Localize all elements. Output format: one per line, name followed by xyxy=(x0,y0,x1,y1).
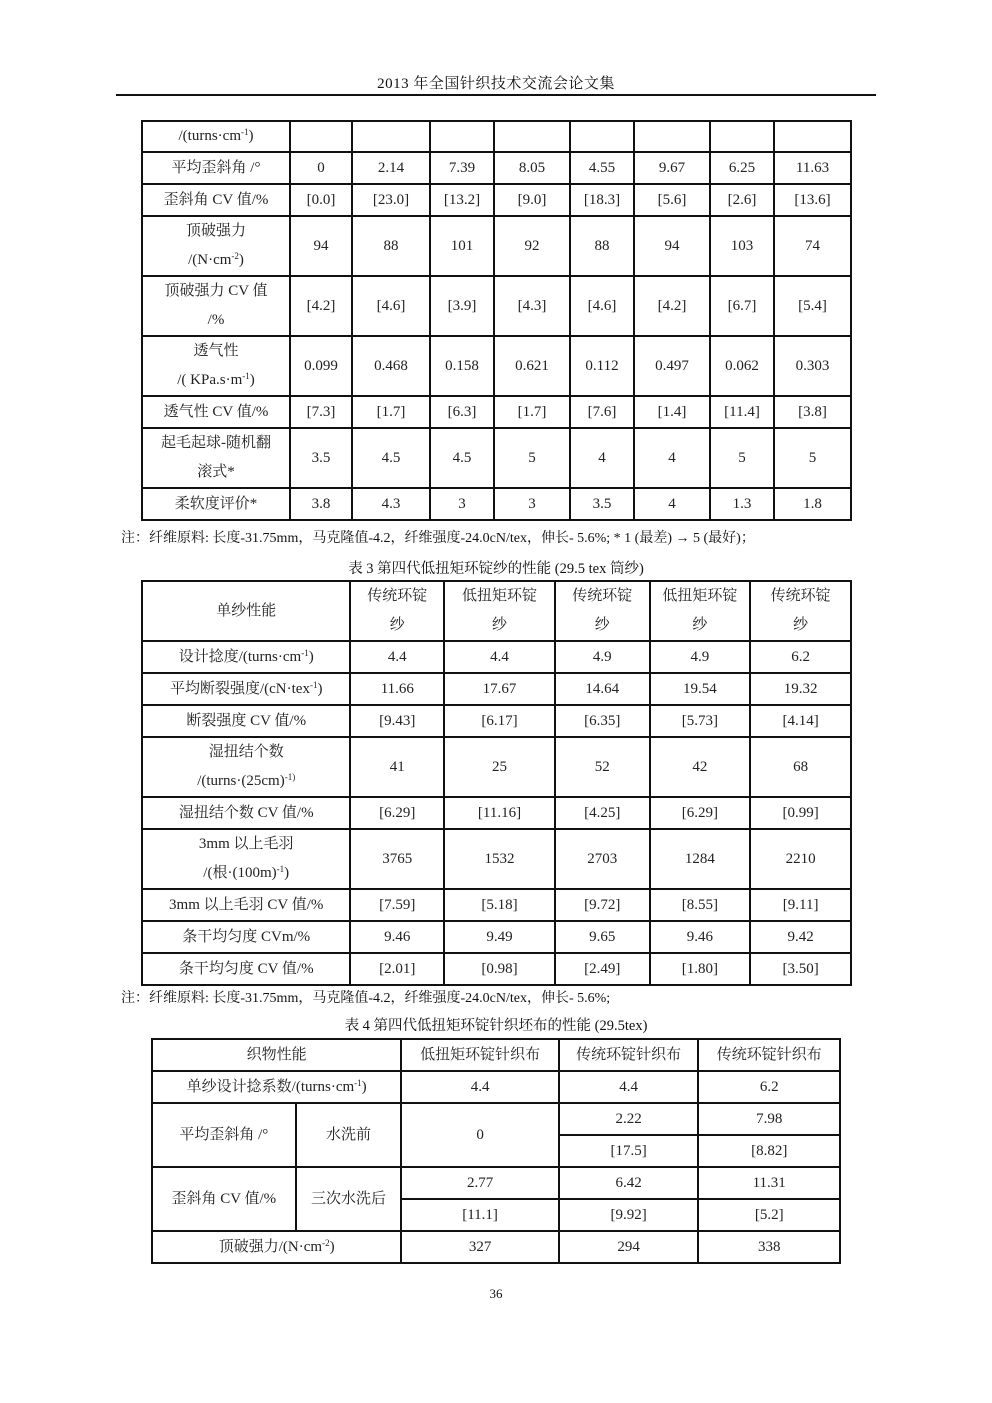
table-cell: [6.29] xyxy=(350,797,444,829)
table-cell: [9.0] xyxy=(494,184,570,216)
table-1-note: 注：纤维原料: 长度-31.75mm，马克隆值-4.2，纤维强度-24.0cN/tex，伸长- 5.6%; * 1 (最差) → 5 (最好)； xyxy=(121,531,755,546)
label-sup: -1) xyxy=(284,772,296,782)
table-cell: 294 xyxy=(559,1231,699,1263)
table-cell: [1.7] xyxy=(352,396,430,428)
table-cell: 0 xyxy=(401,1103,559,1167)
table-4-twist-label xyxy=(152,1071,401,1103)
table-cell: 3.8 xyxy=(290,488,352,520)
label-text: 歪斜角 CV 值/% xyxy=(163,191,269,208)
table-cell: 94 xyxy=(634,216,710,276)
table-cell: [11.16] xyxy=(444,797,555,829)
label-text: 3mm 以上毛羽 CV 值/% xyxy=(169,896,324,913)
table-4-twist-row xyxy=(152,1071,840,1103)
table-cell: [18.3] xyxy=(570,184,634,216)
table-cell: 9.67 xyxy=(634,152,710,184)
row-label xyxy=(142,396,290,428)
table-cell: [6.7] xyxy=(710,276,774,336)
table-cell: 9.65 xyxy=(555,921,650,953)
label-line-1: 顶破强力 CV 值 xyxy=(164,283,268,299)
label-text: 顶破强力/(N·cm xyxy=(218,1239,323,1255)
table-cell: [9.72] xyxy=(555,889,650,921)
table-cell xyxy=(634,121,710,152)
col-header-line-2: 纱 xyxy=(692,617,708,633)
table-cell: 92 xyxy=(494,216,570,276)
row-label xyxy=(142,673,350,705)
table-cell xyxy=(430,121,494,152)
table-cell: 4.9 xyxy=(650,641,751,673)
table-cell: [5.73] xyxy=(650,705,751,737)
label-text: 条干均匀度 CV 值/% xyxy=(178,960,314,977)
table-cell: 17.67 xyxy=(444,673,555,705)
table-3 xyxy=(141,580,852,986)
table-row xyxy=(142,336,851,396)
table-cell: 19.32 xyxy=(750,673,851,705)
table-cell: 5 xyxy=(494,428,570,488)
table-cell: [11.1] xyxy=(401,1199,559,1231)
table-cell: 3765 xyxy=(350,829,444,889)
label-line-1: 3mm 以上毛羽 xyxy=(198,836,294,852)
table-cell: 4.5 xyxy=(430,428,494,488)
table-cell: 0.062 xyxy=(710,336,774,396)
table-cell: [4.6] xyxy=(570,276,634,336)
table-cell: 3.5 xyxy=(570,488,634,520)
label-suffix: ) xyxy=(361,1079,367,1095)
table-3-col-header xyxy=(555,581,650,641)
table-cell: [6.17] xyxy=(444,705,555,737)
table-cell: [3.50] xyxy=(750,953,851,985)
table-cell: 8.05 xyxy=(494,152,570,184)
table-4-burst-row xyxy=(152,1231,840,1263)
table-cell: 94 xyxy=(290,216,352,276)
table-cell: [9.43] xyxy=(350,705,444,737)
label-sup: -1 xyxy=(301,647,309,658)
row-label xyxy=(142,428,290,488)
table-cell: [5.2] xyxy=(698,1199,840,1231)
table-cell: 9.49 xyxy=(444,921,555,953)
label-sup: -1 xyxy=(276,864,285,874)
row-label xyxy=(142,953,350,985)
table-cell: 2.77 xyxy=(401,1167,559,1199)
row-label xyxy=(142,641,350,673)
label-suffix: ) xyxy=(248,128,254,144)
table-cell: 7.39 xyxy=(430,152,494,184)
table-cell: [17.5] xyxy=(559,1135,699,1167)
table-cell: [9.11] xyxy=(750,889,851,921)
table-cell: 0 xyxy=(290,152,352,184)
table-cell: [0.0] xyxy=(290,184,352,216)
table-cell: [4.14] xyxy=(750,705,851,737)
table-cell: 1.3 xyxy=(710,488,774,520)
table-cell: 25 xyxy=(444,737,555,797)
table-cell: [1.7] xyxy=(494,396,570,428)
table-cell: [0.99] xyxy=(750,797,851,829)
col-header-line-2: 纱 xyxy=(594,617,610,633)
table-cell: 4 xyxy=(570,428,634,488)
table-cell: 7.98 xyxy=(698,1103,840,1135)
table-cell: [7.3] xyxy=(290,396,352,428)
table-cell: 11.31 xyxy=(698,1167,840,1199)
table-cell: 338 xyxy=(698,1231,840,1263)
col-header-line-2: 纱 xyxy=(389,617,405,633)
col-header-line-2: 纱 xyxy=(492,617,508,633)
label-line-1: 顶破强力 xyxy=(185,223,246,239)
table-cell: [2.01] xyxy=(350,953,444,985)
table-cell: [6.29] xyxy=(650,797,751,829)
label-sup: -1 xyxy=(242,371,250,381)
table-cell: 41 xyxy=(350,737,444,797)
row-label xyxy=(142,921,350,953)
table-cell: 1.8 xyxy=(774,488,851,520)
table-4-col-header: 低扭矩环锭针织布 xyxy=(401,1039,559,1071)
table-cell: 2.22 xyxy=(559,1103,699,1135)
row-label xyxy=(142,737,350,797)
table-cell: 3 xyxy=(494,488,570,520)
label-line-2 xyxy=(147,859,345,888)
label-text: 断裂强度 CV 值/% xyxy=(186,712,307,729)
col-header-line-1: 低扭矩环锭 xyxy=(662,588,738,604)
table-cell: 4.4 xyxy=(350,641,444,673)
table-4-header-row xyxy=(152,1039,840,1071)
label-text: 湿扭结个数 CV 值/% xyxy=(178,804,314,821)
table-row xyxy=(142,829,851,889)
table-cell: 4.4 xyxy=(401,1071,559,1103)
label-line-1: 透气性 xyxy=(193,343,239,359)
table-cell: [8.55] xyxy=(650,889,751,921)
table-cell: 4.4 xyxy=(559,1071,699,1103)
table-3-col-header xyxy=(350,581,444,641)
table-cell: 4.55 xyxy=(570,152,634,184)
label-suffix: ) xyxy=(308,648,314,665)
label-line-1: 湿扭结个数 xyxy=(208,744,284,760)
label-text: 平均断裂强度/(cN·tex xyxy=(169,680,310,697)
table-cell: 88 xyxy=(352,216,430,276)
table-row xyxy=(142,152,851,184)
col-header-line-1: 传统环锭 xyxy=(770,588,831,604)
table-cell: 14.64 xyxy=(555,673,650,705)
table-cell: 11.66 xyxy=(350,673,444,705)
label-suffix: ) xyxy=(284,865,290,881)
table-row xyxy=(142,797,851,829)
table-row xyxy=(142,216,851,276)
table-cell: 103 xyxy=(710,216,774,276)
table-1-continued xyxy=(141,120,852,521)
table-cell: 68 xyxy=(750,737,851,797)
label-suffix: ) xyxy=(329,1239,335,1255)
table-cell: [3.9] xyxy=(430,276,494,336)
table-cell xyxy=(710,121,774,152)
label-text: /(N·cm xyxy=(188,252,232,268)
col-header-line-1: 低扭矩环锭 xyxy=(462,588,538,604)
table-4-skew-label: 平均歪斜角 /° xyxy=(152,1103,296,1167)
table-cell: [7.6] xyxy=(570,396,634,428)
table-3-header-label: 单纱性能 xyxy=(142,581,350,641)
table-cell xyxy=(570,121,634,152)
table-cell: 88 xyxy=(570,216,634,276)
table-cell: 0.621 xyxy=(494,336,570,396)
table-cell: [2.49] xyxy=(555,953,650,985)
label-line-2 xyxy=(147,366,285,395)
label-text: /( KPa.s·m xyxy=(177,372,243,388)
table-cell: [11.4] xyxy=(710,396,774,428)
label-suffix: ) xyxy=(238,252,244,268)
table-cell: [7.59] xyxy=(350,889,444,921)
table-3-caption: 表 3 第四代低扭矩环锭纱的性能 (29.5 tex 筒纱) xyxy=(348,561,644,577)
table-row xyxy=(142,396,851,428)
label-text: /(turns·(25cm) xyxy=(197,773,285,789)
label-sup: -2 xyxy=(322,1238,330,1248)
label-text: /(根·(100m) xyxy=(203,865,277,881)
table-4-cv-label: 歪斜角 CV 值/% xyxy=(152,1167,296,1231)
row-label xyxy=(142,216,290,276)
table-cell: 6.2 xyxy=(698,1071,840,1103)
table-cell: 0.158 xyxy=(430,336,494,396)
table-cell: [0.98] xyxy=(444,953,555,985)
table-3-note: 注：纤维原料: 长度-31.75mm，马克隆值-4.2，纤维强度-24.0cN/tex，伸长- 5.6%; xyxy=(121,991,611,1006)
table-3-col-header xyxy=(750,581,851,641)
table-cell: 1284 xyxy=(650,829,751,889)
table-cell: 5 xyxy=(774,428,851,488)
table-3-header-row xyxy=(142,581,851,641)
label-line-2 xyxy=(147,458,285,487)
table-cell: 6.25 xyxy=(710,152,774,184)
label-sup: -1 xyxy=(309,679,318,690)
table-cell xyxy=(494,121,570,152)
row-label xyxy=(142,889,350,921)
label-sup: -2 xyxy=(231,251,239,261)
table-cell: 4 xyxy=(634,428,710,488)
table-cell: [1.4] xyxy=(634,396,710,428)
table-4-after-wash-row xyxy=(152,1167,840,1199)
table-cell: 4.9 xyxy=(555,641,650,673)
table-cell: [1.80] xyxy=(650,953,751,985)
label-suffix: ) xyxy=(249,372,255,388)
table-cell: 3.5 xyxy=(290,428,352,488)
label-text: 设计捻度/(turns·cm xyxy=(178,648,302,665)
label-line-2 xyxy=(147,306,285,335)
table-cell: [5.6] xyxy=(634,184,710,216)
table-cell: 4 xyxy=(634,488,710,520)
table-cell: 19.54 xyxy=(650,673,751,705)
table-cell: [4.2] xyxy=(290,276,352,336)
row-label xyxy=(142,829,350,889)
table-cell: 11.63 xyxy=(774,152,851,184)
table-cell: [4.2] xyxy=(634,276,710,336)
table-cell: 1532 xyxy=(444,829,555,889)
table-cell: [4.6] xyxy=(352,276,430,336)
label-text: 柔软度评价* xyxy=(174,495,258,512)
table-cell: [13.6] xyxy=(774,184,851,216)
table-row xyxy=(142,889,851,921)
table-4-header-label: 织物性能 xyxy=(152,1039,401,1071)
table-cell: 2703 xyxy=(555,829,650,889)
col-header-line-1: 传统环锭 xyxy=(572,588,633,604)
table-cell: 0.112 xyxy=(570,336,634,396)
table-cell: 3 xyxy=(430,488,494,520)
label-text: 单纱设计捻系数/(turns·cm xyxy=(186,1079,355,1095)
table-cell: 327 xyxy=(401,1231,559,1263)
table-cell: 9.42 xyxy=(750,921,851,953)
table-cell: 6.42 xyxy=(559,1167,699,1199)
table-cell: 5 xyxy=(710,428,774,488)
label-text: 条干均匀度 CVm/% xyxy=(182,928,311,945)
table-row xyxy=(142,488,851,520)
table-cell: [3.8] xyxy=(774,396,851,428)
row-label xyxy=(142,152,290,184)
row-label xyxy=(142,276,290,336)
table-4-col-header: 传统环锭针织布 xyxy=(698,1039,840,1071)
row-label xyxy=(142,121,290,152)
table-cell: [13.2] xyxy=(430,184,494,216)
label-sup: -1 xyxy=(240,127,249,137)
label-text: 平均歪斜角 /° xyxy=(171,159,261,176)
running-header: 2013 年全国针织技术交流会论文集 xyxy=(377,76,615,92)
table-row xyxy=(142,184,851,216)
table-4 xyxy=(151,1038,841,1264)
table-cell: 0.099 xyxy=(290,336,352,396)
table-row xyxy=(142,428,851,488)
label-text: /(turns·cm xyxy=(178,128,241,144)
table-cell: 9.46 xyxy=(350,921,444,953)
table-cell: [6.3] xyxy=(430,396,494,428)
table-cell: [23.0] xyxy=(352,184,430,216)
table-3-col-header xyxy=(444,581,555,641)
table-cell: 6.2 xyxy=(750,641,851,673)
header-rule xyxy=(116,94,876,96)
table-3-col-header xyxy=(650,581,751,641)
table-row xyxy=(142,953,851,985)
table-cell: [6.35] xyxy=(555,705,650,737)
table-cell: 4.5 xyxy=(352,428,430,488)
table-4-before-wash-row xyxy=(152,1103,840,1135)
table-cell: [4.3] xyxy=(494,276,570,336)
table-cell xyxy=(774,121,851,152)
table-cell: [4.25] xyxy=(555,797,650,829)
table-cell: 42 xyxy=(650,737,751,797)
row-label xyxy=(142,797,350,829)
table-cell: 9.46 xyxy=(650,921,751,953)
table-cell: 74 xyxy=(774,216,851,276)
table-cell: 52 xyxy=(555,737,650,797)
col-header-line-1: 传统环锭 xyxy=(367,588,428,604)
row-label xyxy=(142,488,290,520)
table-cell: [5.4] xyxy=(774,276,851,336)
table-row xyxy=(142,737,851,797)
table-cell: 4.3 xyxy=(352,488,430,520)
label-text: 滚式* xyxy=(197,464,235,480)
table-row xyxy=(142,121,851,152)
row-label xyxy=(142,184,290,216)
table-cell: [2.6] xyxy=(710,184,774,216)
label-sup: -1 xyxy=(354,1078,362,1088)
table-cell: 101 xyxy=(430,216,494,276)
table-cell xyxy=(352,121,430,152)
label-suffix: ) xyxy=(317,680,323,697)
label-text: /% xyxy=(207,312,225,328)
table-cell: [8.82] xyxy=(698,1135,840,1167)
row-label xyxy=(142,336,290,396)
col-header-line-2: 纱 xyxy=(793,617,809,633)
table-row xyxy=(142,705,851,737)
table-4-after-wash-label: 三次水洗后 xyxy=(296,1167,402,1231)
table-cell: [5.18] xyxy=(444,889,555,921)
table-cell xyxy=(290,121,352,152)
table-cell: 2.14 xyxy=(352,152,430,184)
table-cell: 2210 xyxy=(750,829,851,889)
table-4-before-wash-label: 水洗前 xyxy=(296,1103,402,1167)
page-number: 36 xyxy=(489,1286,503,1301)
table-cell: [9.92] xyxy=(559,1199,699,1231)
table-row xyxy=(142,673,851,705)
table-cell: 0.468 xyxy=(352,336,430,396)
table-4-burst-label xyxy=(152,1231,401,1263)
table-row xyxy=(142,276,851,336)
label-line-2 xyxy=(147,767,345,796)
label-line-2 xyxy=(147,246,285,275)
table-cell: 0.497 xyxy=(634,336,710,396)
table-cell: 4.4 xyxy=(444,641,555,673)
row-label xyxy=(142,705,350,737)
table-row xyxy=(142,641,851,673)
label-text: 透气性 CV 值/% xyxy=(163,403,269,420)
table-4-col-header: 传统环锭针织布 xyxy=(559,1039,699,1071)
table-row xyxy=(142,921,851,953)
table-cell: 0.303 xyxy=(774,336,851,396)
table-4-caption: 表 4 第四代低扭矩环锭针织坯布的性能 (29.5tex) xyxy=(344,1018,648,1034)
label-line-1: 起毛起球-随机翻 xyxy=(161,435,271,451)
